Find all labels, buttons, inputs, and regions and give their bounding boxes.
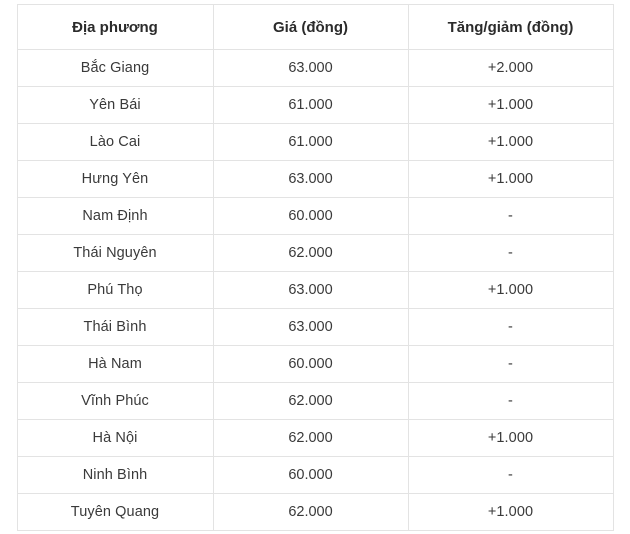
cell-price: 60.000 [213, 457, 408, 494]
cell-region: Phú Thọ [17, 272, 213, 309]
table-row [17, 383, 613, 420]
table-header-row [17, 5, 613, 50]
table-row [17, 161, 613, 198]
cell-change: +2.000 [408, 50, 613, 87]
table-row [17, 124, 613, 161]
table-row [17, 235, 613, 272]
table-row [17, 198, 613, 235]
cell-price: 63.000 [213, 309, 408, 346]
column-header-region: Địa phương [17, 5, 213, 50]
cell-price: 62.000 [213, 494, 408, 531]
table-row [17, 272, 613, 309]
cell-region: Ninh Bình [17, 457, 213, 494]
regional-price-table [17, 4, 614, 531]
cell-change: - [408, 346, 613, 383]
cell-change: +1.000 [408, 272, 613, 309]
table-row [17, 494, 613, 531]
cell-price: 61.000 [213, 87, 408, 124]
cell-change: +1.000 [408, 124, 613, 161]
cell-price: 61.000 [213, 124, 408, 161]
cell-change: +1.000 [408, 420, 613, 457]
cell-region: Nam Định [17, 198, 213, 235]
cell-region: Yên Bái [17, 87, 213, 124]
table-row [17, 457, 613, 494]
column-header-price: Giá (đồng) [213, 5, 408, 50]
cell-region: Tuyên Quang [17, 494, 213, 531]
cell-region: Thái Bình [17, 309, 213, 346]
cell-change: - [408, 383, 613, 420]
cell-region: Bắc Giang [17, 50, 213, 87]
table-header [17, 5, 613, 50]
cell-price: 63.000 [213, 161, 408, 198]
table-row [17, 309, 613, 346]
cell-change: +1.000 [408, 161, 613, 198]
cell-region: Hưng Yên [17, 161, 213, 198]
cell-change: - [408, 235, 613, 272]
table-row [17, 50, 613, 87]
column-header-change: Tăng/giảm (đồng) [408, 5, 613, 50]
cell-change: - [408, 198, 613, 235]
cell-region: Hà Nội [17, 420, 213, 457]
cell-price: 62.000 [213, 235, 408, 272]
cell-change: +1.000 [408, 87, 613, 124]
cell-region: Lào Cai [17, 124, 213, 161]
cell-price: 63.000 [213, 272, 408, 309]
cell-region: Hà Nam [17, 346, 213, 383]
cell-region: Vĩnh Phúc [17, 383, 213, 420]
cell-price: 60.000 [213, 346, 408, 383]
table-body [17, 50, 613, 531]
cell-price: 62.000 [213, 383, 408, 420]
cell-change: +1.000 [408, 494, 613, 531]
cell-price: 60.000 [213, 198, 408, 235]
cell-change: - [408, 457, 613, 494]
table-row [17, 87, 613, 124]
table-row [17, 346, 613, 383]
cell-change: - [408, 309, 613, 346]
cell-price: 63.000 [213, 50, 408, 87]
cell-region: Thái Nguyên [17, 235, 213, 272]
cell-price: 62.000 [213, 420, 408, 457]
table-row [17, 420, 613, 457]
